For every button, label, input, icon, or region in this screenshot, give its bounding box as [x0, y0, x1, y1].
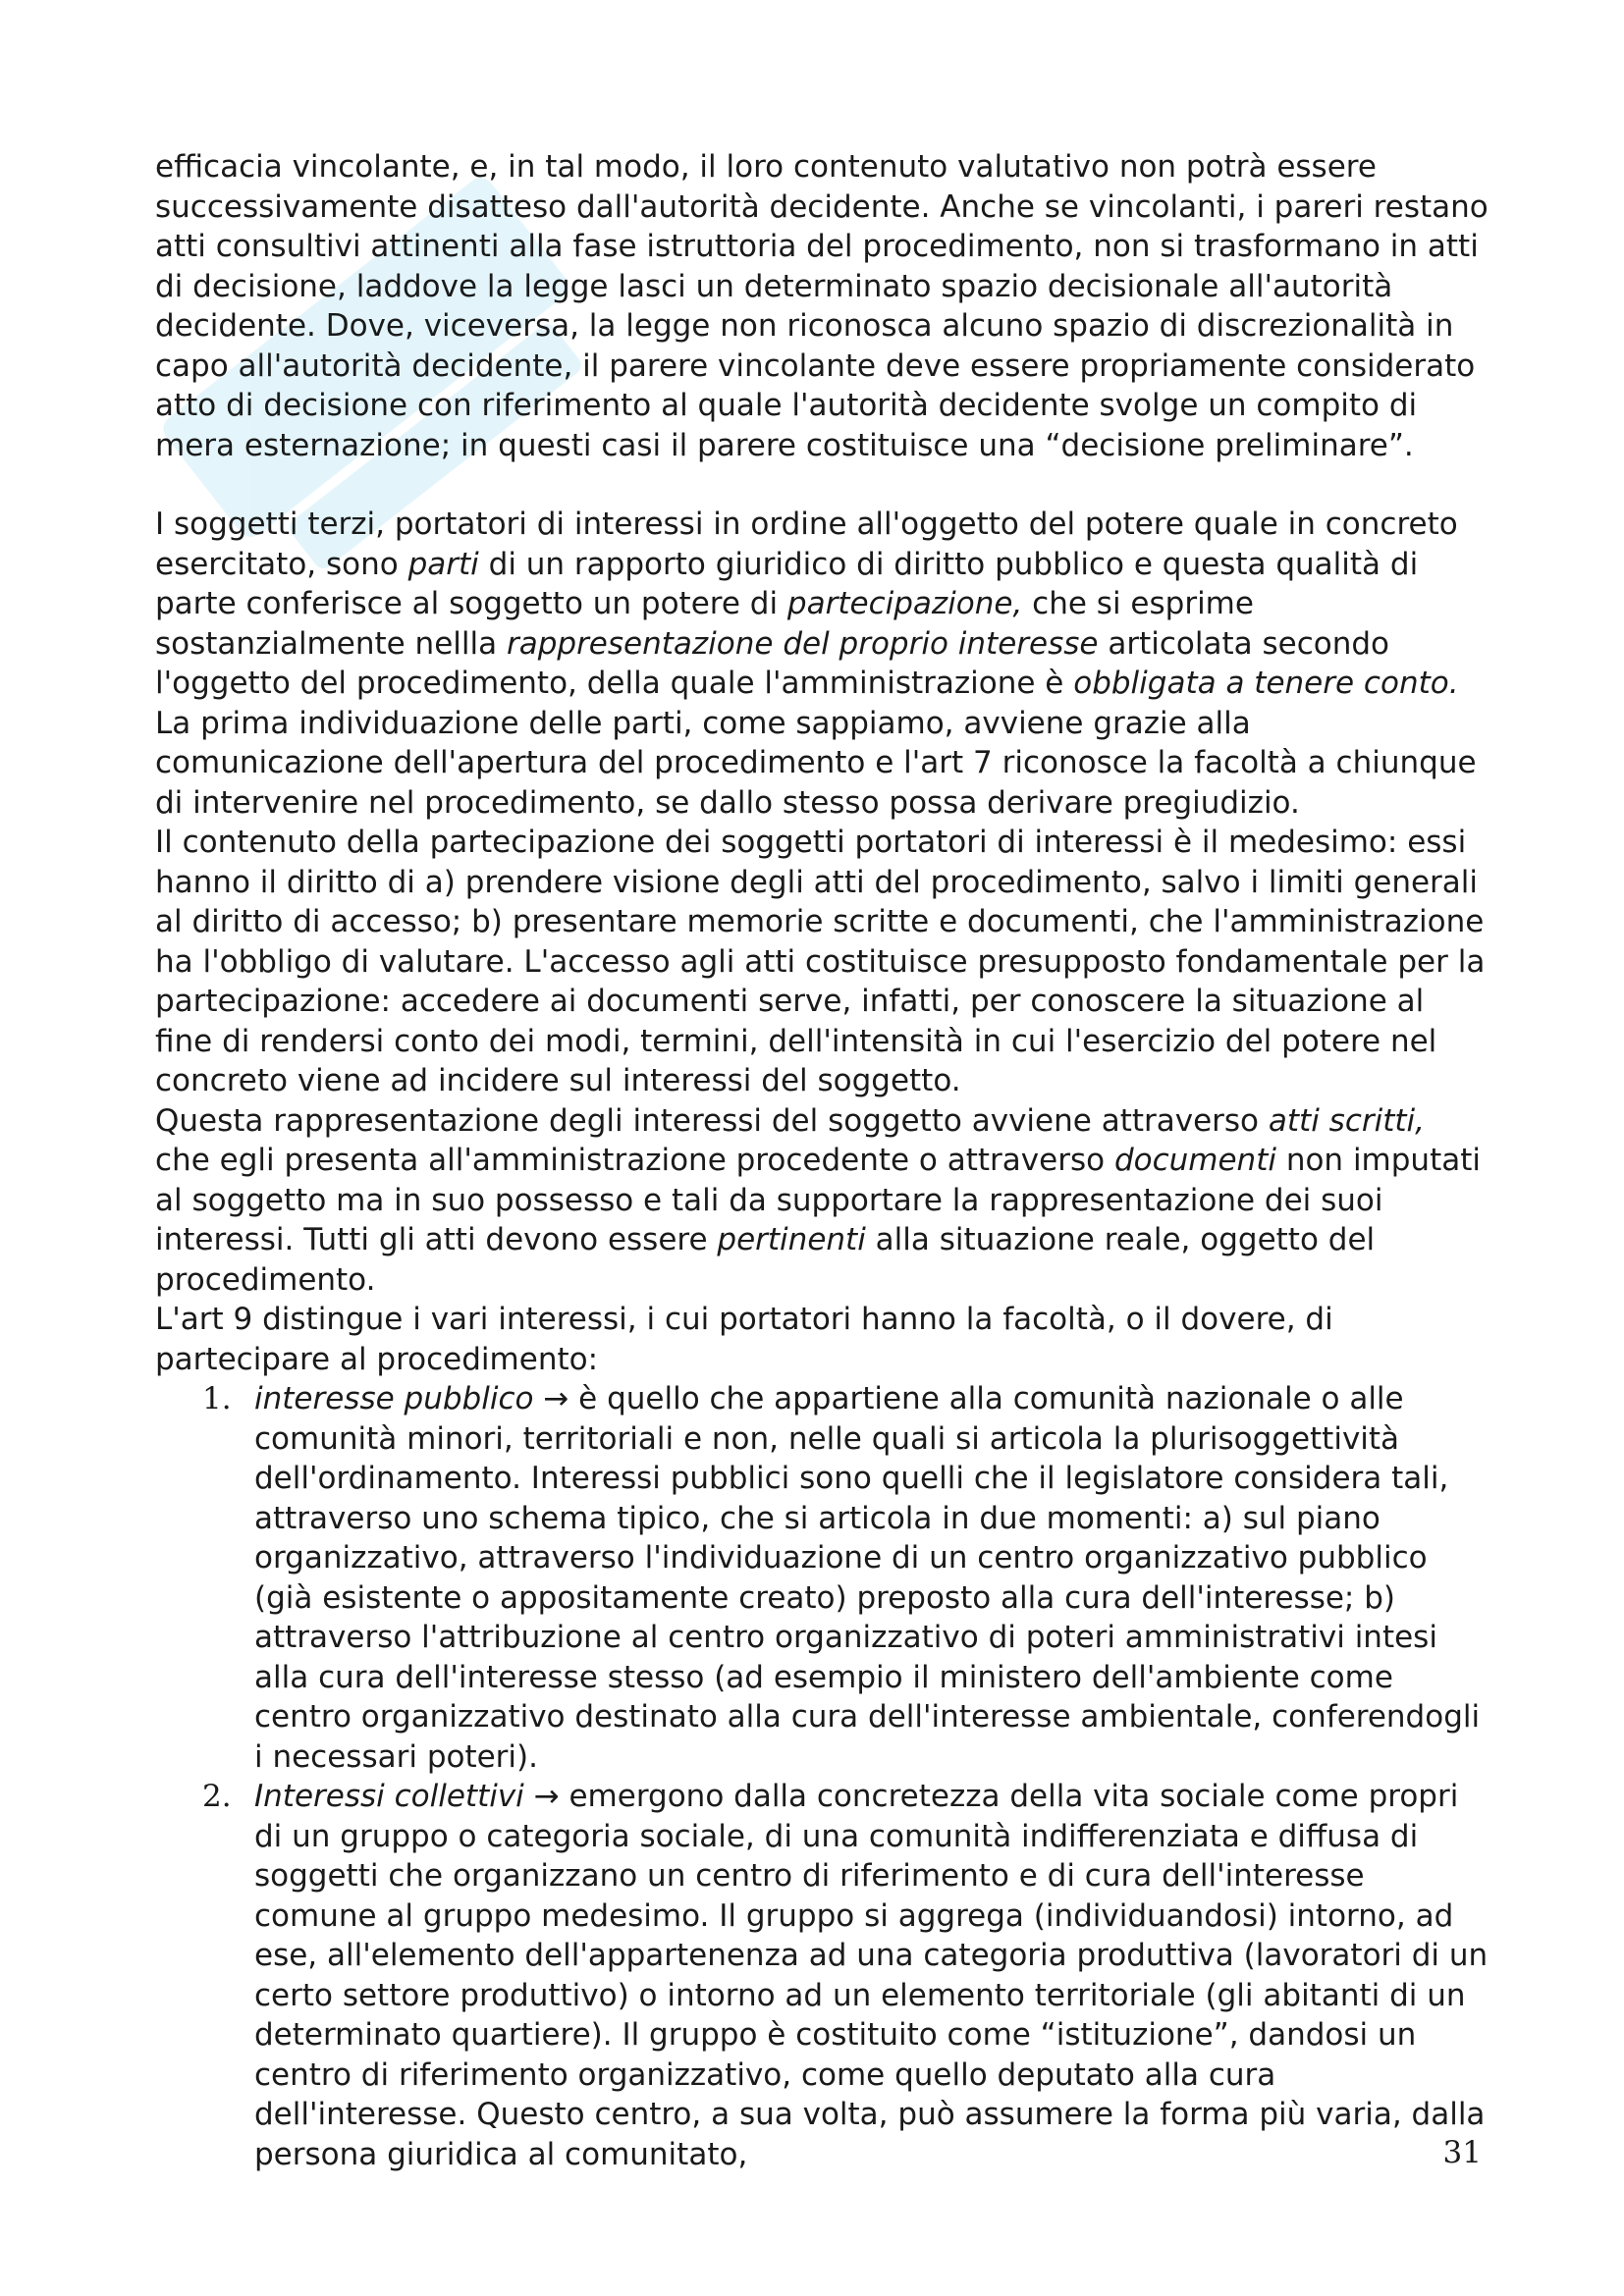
paragraph-soggetti-terzi: I soggetti terzi, portatori di interessi in ordine all'oggetto del potere quale in concreto esercitato, sono parti di un rapporto giuridico di diritto pubblico e questa qualità di parte conferisce al soggetto un potere di partecipazione, che si esprime sostanzialmente nellla rappresentazione del proprio interesse articolata secondo l'oggetto del procedimento, della quale l'amministrazione è obbligata a tenere conto. — [155, 507, 1459, 701]
paragraph-pareri: efficacia vincolante, e, in tal modo, il loro contenuto valutativo non potrà essere successivamente disatteso dall'autorità decidente. Anche se vincolanti, i pareri restano atti consultivi attinenti alla fase istruttoria del procedimento, non si trasformano in atti di decisione, laddove la legge lasci un determinato spazio decisionale all'autorità decidente. Dove, viceversa, la legge non riconosca alcuno spazio di discrezionalità in capo all'autorità decidente, il parere vincolante deve essere propriamente considerato atto di decisione con riferimento al quale l'autorità decidente svolge un compito di mera esternazione; in questi casi il parere costituisce una “decisione preliminare”. — [155, 149, 1489, 463]
list-item-text: emergono dalla concretezza della vita sociale come propri di un gruppo o categoria sociale, di una comunità indifferenziata e diffusa di soggetti che organizzano un centro di riferimento e di cura dell'interesse comune al gruppo medesimo. Il gruppo si aggrega (individuandosi) intorno, ad ese, all'elemento dell'appartenenza ad una categoria produttiva (lavoratori di un certo settore produttivo) o intorno ad un elemento territoriale (gli abitanti di un determinato quartiere). Il gruppo è costituito come “istituzione”, dandosi un centro di riferimento organizzativo, come quello deputato alla cura dell'interesse. Questo centro, a sua volta, può assumere la forma più varia, dalla persona giuridica al comunitato, — [254, 1779, 1489, 2172]
list-item-number: 1. — [202, 1381, 232, 1416]
paragraph-contenuto-partecipazione: Il contenuto della partecipazione dei soggetti portatori di interessi è il medesimo: essi hanno il diritto di a) prendere visione degli atti del procedimento, salvo i limiti generali al diritto di accesso; b) presentare memorie scritte e documenti, che l'amministrazione ha l'obbligo di valutare. L'accesso agli atti costituisce presupposto fondamentale per la partecipazione: accedere ai documenti serve, infatti, per conoscere la situazione al fine di rendersi conto dei modi, termini, dell'intensità in cui l'esercizio del potere nel concreto viene ad incidere sul interessi del soggetto. — [155, 825, 1486, 1098]
list-item-interessi-collettivi — [155, 1777, 1489, 2174]
arrow-right-icon: → — [523, 1779, 569, 1814]
paragraph-art-9: L'art 9 distingue i vari interessi, i cui portatori hanno la facoltà, o il dovere, di partecipare al procedimento: — [155, 1302, 1333, 1377]
arrow-right-icon: → — [533, 1381, 579, 1416]
list-item-number: 2. — [202, 1779, 232, 1814]
paragraph-rappresentazione-interessi: Questa rappresentazione degli interessi del soggetto avviene attraverso atti scritti, che egli presenta all'amministrazione procedente o attraverso documenti non imputati al soggetto ma in suo possesso e tali da supportare la rappresentazione dei suoi interessi. Tutti gli atti devono essere pertinenti alla situazione reale, oggetto del procedimento. — [155, 1102, 1481, 1298]
document-body — [155, 147, 1489, 2174]
list-item-term: Interessi collettivi — [254, 1779, 524, 1814]
list-item-text: è quello che appartiene alla comunità nazionale o alle comunità minori, territoriali e non, nelle quali si articola la plurisoggettività dell'ordinamento. Interessi pubblici sono quelli che il legislatore considera tali, attraverso uno schema tipico, che si articola in due momenti: a) sul piano organizzativo, attraverso l'individuazione di un centro organizzativo pubblico (già esistente o appositamente creato) preposto alla cura dell'interesse; b) attraverso l'attribuzione al centro organizzativo di poteri amministrativi intesi alla cura dell'interesse stesso (ad esempio il ministero dell'ambiente come centro organizzativo destinato alla cura dell'interesse ambientale, conferendogli i necessari poteri). — [254, 1381, 1481, 1775]
list-item-interesse-pubblico — [155, 1379, 1489, 1777]
interessi-list — [155, 1379, 1489, 2174]
paragraph-individuazione-parti: La prima individuazione delle parti, come sappiamo, avviene grazie alla comunicazione dell'apertura del procedimento e l'art 7 riconosce la facoltà a chiunque di intervenire nel procedimento, se dallo stesso possa derivare pregiudizio. — [155, 705, 1477, 821]
list-item-term: interesse pubblico — [254, 1381, 534, 1416]
page-number: 31 — [1442, 2135, 1482, 2170]
